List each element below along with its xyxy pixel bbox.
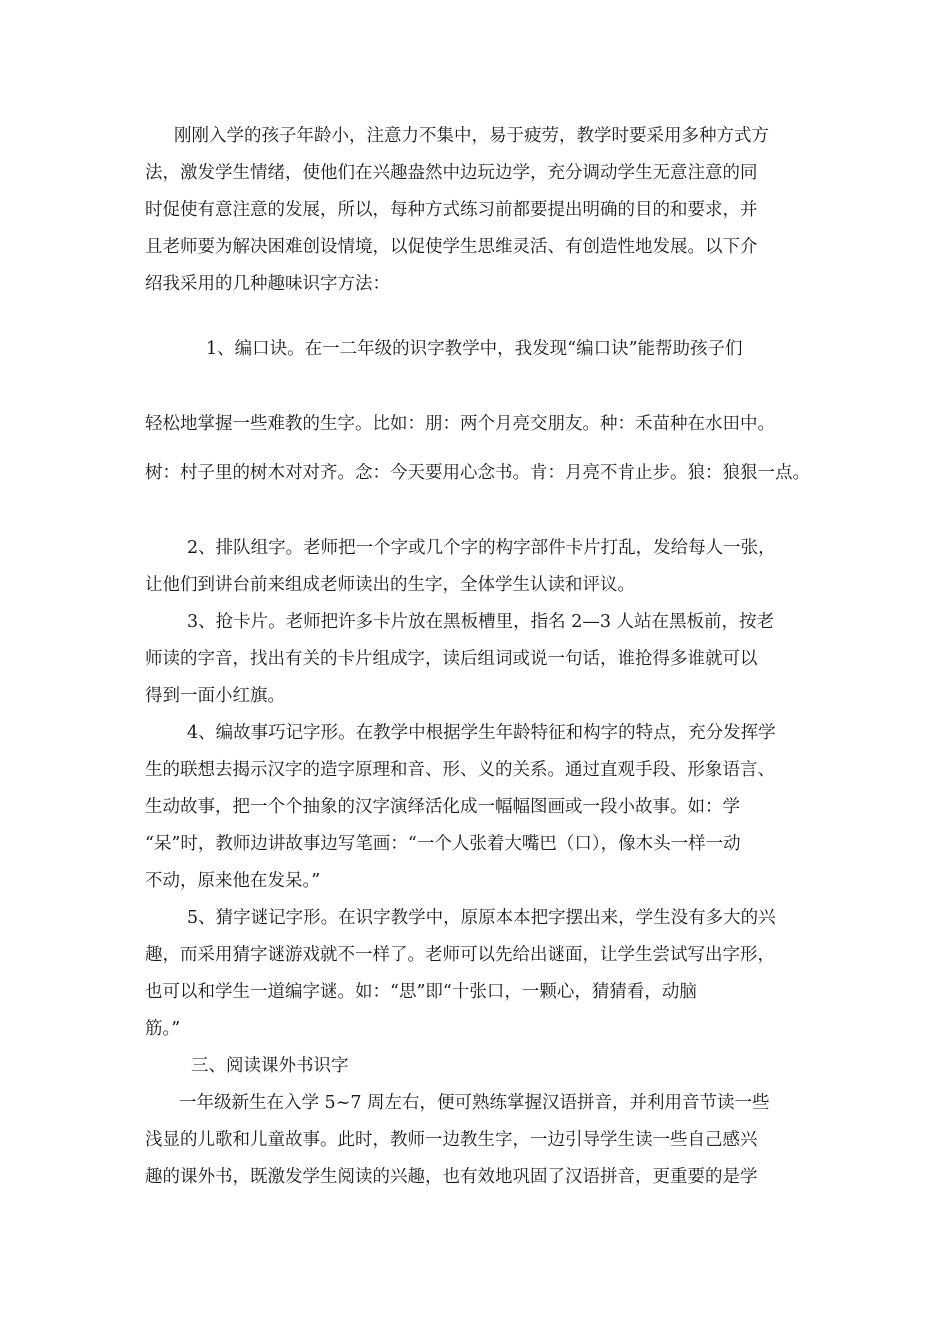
text-line: 且老师要为解决困难创设情境，以促使学生思维灵活、有创造性地发展。以下介 [145,237,758,257]
text-line: 时促使有意注意的发展，所以，每种方式练习前都要提出明确的目的和要求，并 [145,200,758,220]
text-line: 生的联想去揭示汉字的造字原理和音、形、义的关系。通过直观手段、形象语言、 [145,760,775,780]
text-line: “呆”时，教师边讲故事边写笔画：“一个人张着大嘴巴（口），像木头一样一动 [145,834,741,854]
text-line: 刚刚入学的孩子年龄小，注意力不集中，易于疲劳，教学时要采用多种方式方 [174,126,769,146]
text-line: 3、抢卡片。老师把许多卡片放在黑板槽里，指名 2—3 人站在黑板前，按老 [187,612,775,632]
text-line: 1、编口诀。在一二年级的识字教学中，我发现“编口诀”能帮助孩子们 [206,339,743,359]
section-heading: 三、阅读课外书识字 [191,1056,349,1076]
text-line: 让他们到讲台前来组成老师读出的生字，全体学生认读和评议。 [145,575,635,595]
text-line: 筋。” [145,1019,181,1039]
text-line: 轻松地掌握一些难教的生字。比如：朋：两个月亮交朋友。种：禾苗种在水田中。 [145,414,775,434]
text-line: 师读的字音，找出有关的卡片组成字，读后组词或说一句话，谁抢得多谁就可以 [145,649,758,669]
text-line: 浅显的儿歌和儿童故事。此时，教师一边教生字，一边引导学生读一些自己感兴 [145,1130,758,1150]
text-line: 也可以和学生一道编字谜。如：“思”即“十张口，一颗心，猜猜看，动脑 [145,982,697,1002]
text-line: 4、编故事巧记字形。在教学中根据学生年龄特征和构字的特点，充分发挥学 [187,723,776,743]
text-line: 树：村子里的树木对对齐。念：今天要用心念书。肯：月亮不肯止步。狼：狼狠一点。 [145,463,810,483]
text-line: 绍我采用的几种趣味识字方法： [145,274,390,294]
text-line: 得到一面小红旗。 [145,686,285,706]
text-line: 趣，而采用猜字谜游戏就不一样了。老师可以先给出谜面，让学生尝试写出字形， [145,945,775,965]
text-line: 趣的课外书，既激发学生阅读的兴趣，也有效地巩固了汉语拼音，更重要的是学 [145,1167,758,1187]
text-line: 法，激发学生情绪，使他们在兴趣盎然中边玩边学，充分调动学生无意注意的同 [145,163,758,183]
text-line: 5、猜字谜记字形。在识字教学中，原原本本把字摆出来，学生没有多大的兴 [187,908,776,928]
text-line: 一年级新生在入学 5~7 周左右，便可熟练掌握汉语拼音，并利用音节读一些 [179,1093,770,1113]
text-line: 不动，原来他在发呆。” [145,871,321,891]
text-line: 2、排队组字。老师把一个字或几个字的构字部件卡片打乱，发给每人一张， [187,538,776,558]
text-line: 生动故事，把一个个抽象的汉字演绎活化成一幅幅图画或一段小故事。如：学 [145,797,740,817]
